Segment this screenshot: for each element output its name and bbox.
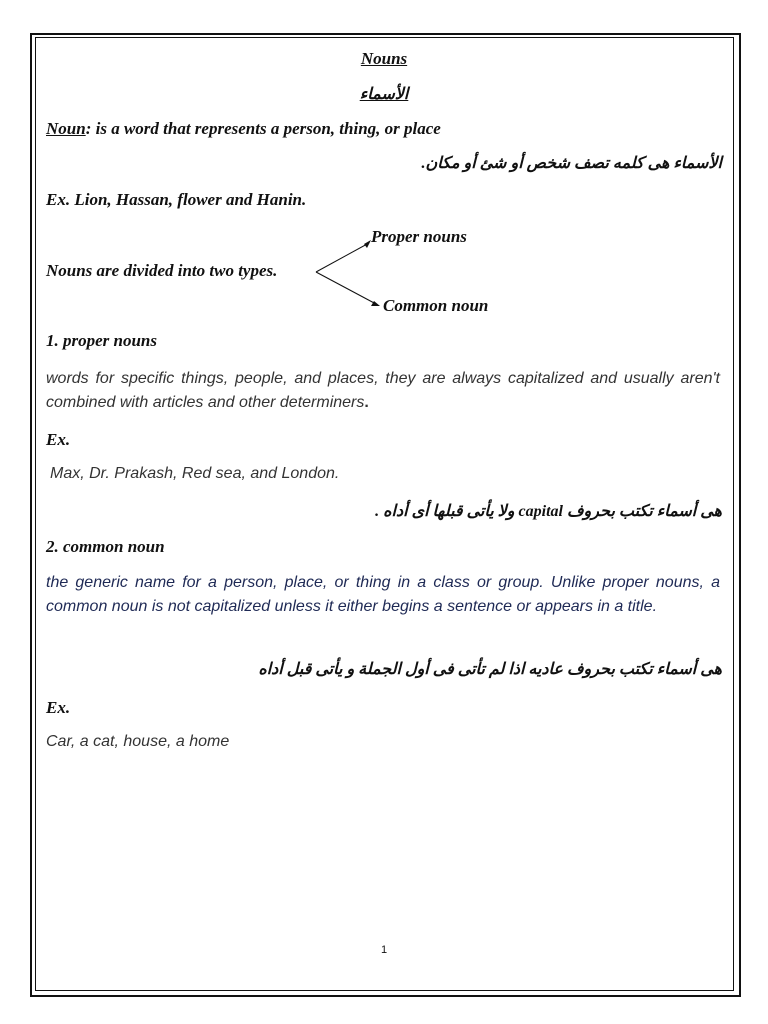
- title-english: Nouns: [360, 49, 408, 68]
- proper-examples: Max, Dr. Prakash, Red sea, and London.: [50, 465, 340, 482]
- definition-term: Noun: [46, 119, 86, 138]
- example-line: Ex. Lion, Hassan, flower and Hanin.: [46, 190, 307, 209]
- common-arabic: هى أسماء تكتب بحروف عاديه اذا لم تأتى فى أول الجملة و يأتى قبل أداه: [258, 661, 722, 678]
- proper-ex-label: Ex.: [46, 430, 71, 449]
- arrow-to-proper: [316, 243, 369, 272]
- arrow-to-common: [316, 272, 376, 304]
- proper-description-period: .: [364, 394, 369, 411]
- definition-text: : is a word that represents a person, thing, or place: [85, 119, 441, 138]
- types-intro: Nouns are divided into two types.: [46, 261, 278, 280]
- definition-arabic: الأسماء هى كلمه تصف شخص أو شئ أو مكان.: [421, 155, 722, 172]
- common-ex-label: Ex.: [46, 698, 71, 717]
- proper-heading: 1. proper nouns: [46, 331, 158, 350]
- proper-description-text: words for specific things, people, and places, they are always capitalized and usually aren't combined with articles and other determiners: [46, 370, 720, 411]
- arrowhead-proper: [364, 240, 371, 248]
- common-examples: Car, a cat, house, a home: [46, 733, 230, 750]
- proper-arabic: هى أسماء تكتب بحروف capital ولا يأتى قبلها أى أداه .: [375, 503, 722, 520]
- page-number: 1: [380, 944, 388, 956]
- type-common-label: Common noun: [383, 296, 489, 315]
- type-proper-label: Proper nouns: [371, 227, 467, 246]
- common-heading: 2. common noun: [46, 537, 165, 556]
- title-arabic: الأسماء: [359, 86, 409, 103]
- common-description: the generic name for a person, place, or thing in a class or group. Unlike proper nouns, a common noun is not capitalized unless it either begins a sentence or appears in a title.: [46, 574, 720, 615]
- proper-description: [46, 367, 720, 415]
